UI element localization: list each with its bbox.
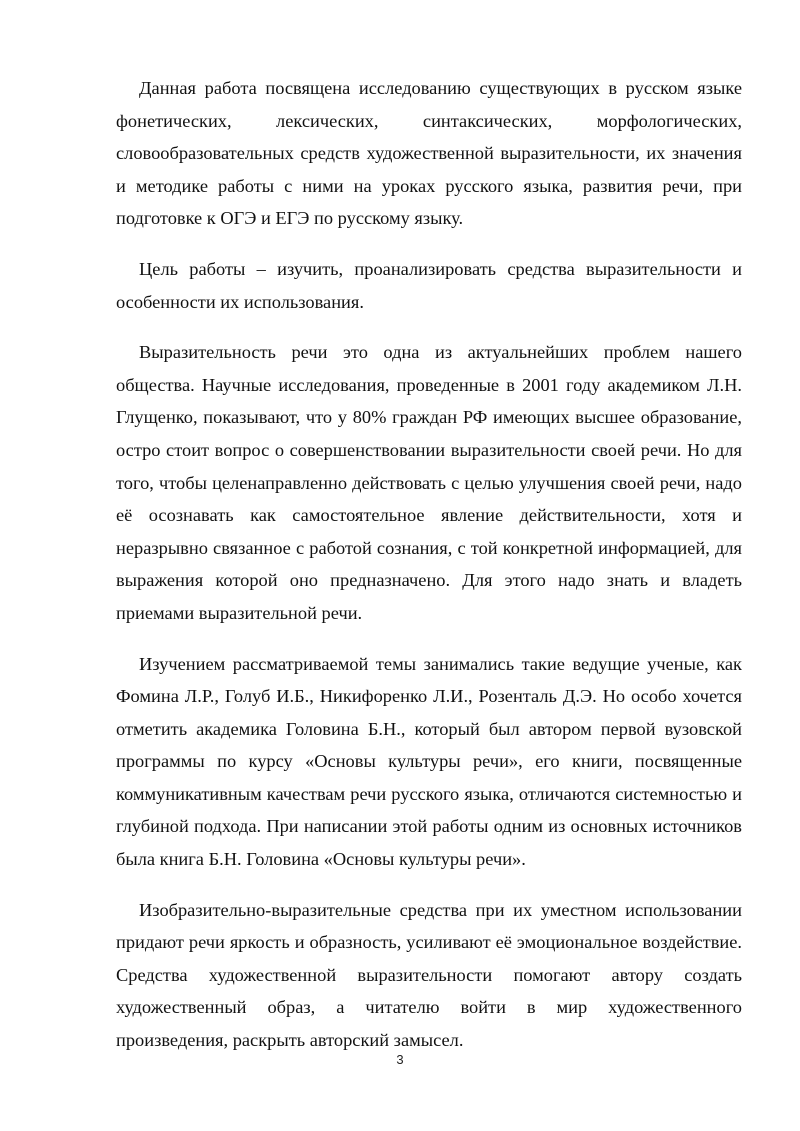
paragraph-means: Изобразительно-выразительные средства при их уместном использовании придают речи яркость и образность, усиливают её эмоциональное воздействие. Средства художественной выразительности помогают автору создать художественный образ, а читателю войти в мир художественного произведения, раскрыть авторский замысел. <box>116 899 742 1051</box>
paragraph-intro: Данная работа посвящена исследованию существующих в русском языке фонетических, лексических, синтаксических, морфологических, словообразовательных средств художественной выразительности, их значения и методике работы с ними на уроках русского языка, развития речи, при подготовке к ОГЭ и ЕГЭ по русскому языку. <box>116 78 742 229</box>
page-number: 3 <box>396 1052 404 1067</box>
paragraph-literature: Изучением рассматриваемой темы занимались такие ведущие ученые, как Фомина Л.Р., Голуб И.Б., Никифоренко Л.И., Розенталь Д.Э. Но особо хочется отметить академика Головина Б.Н., который был автором первой вузовской программы по курсу «Основы культуры речи», его книги, посвященные коммуникативным качествам речи русского языка, отличаются системностью и глубиной подхода. При написании этой работы одним из основных источников была книга Б.Н. Головина «Основы культуры речи». <box>116 653 742 870</box>
paragraph-relevance: Выразительность речи это одна из актуальнейших проблем нашего общества. Научные исследования, проведенные в 2001 году академиком Л.Н. Глущенко, показывают, что у 80% граждан РФ имеющих высшее образование, остро стоит вопрос о совершенствовании выразительности своей речи. Но для того, чтобы целенаправленно действовать с целью улучшения своей речи, надо её осознавать как самостоятельное явление действительности, хотя и неразрывно связанное с работой сознания, с той конкретной информацией, для выражения которой оно предназначено. Для этого надо знать и владеть приемами выразительной речи. <box>116 342 742 623</box>
paragraph-goal: Цель работы – изучить, проанализировать средства выразительности и особенности их использования. <box>116 258 742 312</box>
page-body <box>116 72 742 1075</box>
